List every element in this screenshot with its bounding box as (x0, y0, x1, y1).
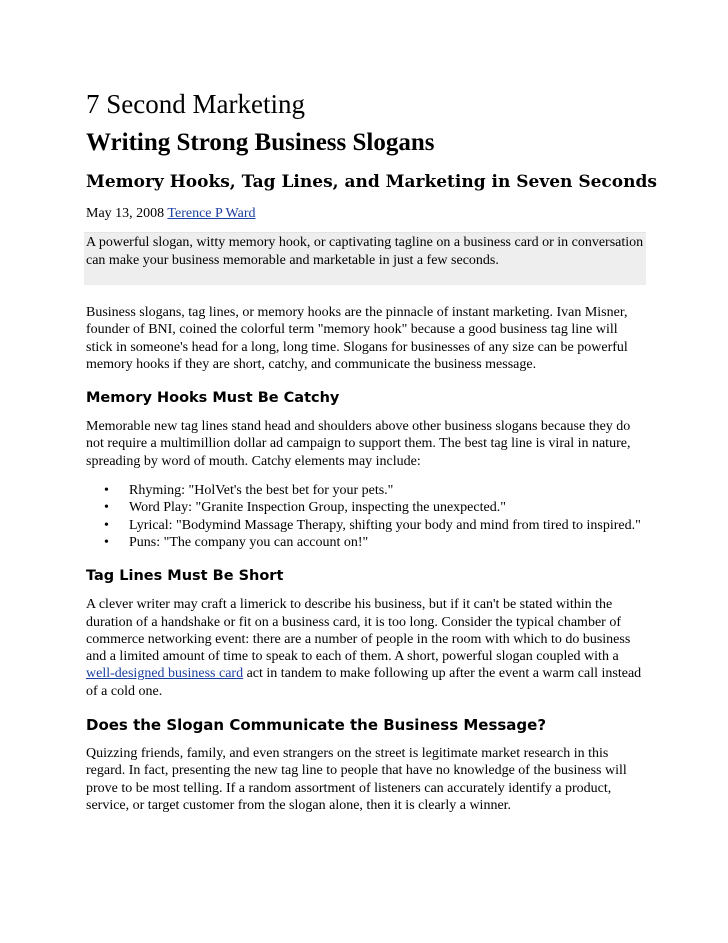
list-item: • Lyrical: "Bodymind Massage Therapy, shifting your body and mind from tired to inspired." (104, 517, 641, 533)
list-item: • Puns: "The company you can account on!" (104, 534, 369, 550)
section-heading-short: Tag Lines Must Be Short (86, 568, 284, 585)
publish-date: May 13, 2008 (86, 206, 165, 221)
business-card-link[interactable]: well-designed business card (86, 666, 244, 682)
section-heading-catchy: Memory Hooks Must Be Catchy (86, 390, 340, 407)
list-item: • Word Play: "Granite Inspection Group, inspecting the unexpected." (104, 500, 506, 516)
byline (86, 205, 646, 223)
intro-paragraph: Business slogans, tag lines, or memory hooks are the pinnacle of instant marketing. Ivan Misner, founder of BNI, coined the colorful term "memory hook" because a good business tag line will stick in someone's head for a long, long time. Slogans for businesses of any size can be powerful memory hooks if they are short, catchy, and communicate the business message. (86, 305, 628, 372)
summary-box: A powerful slogan, witty memory hook, or captivating tagline on a business card or in conversation can make your business memorable and marketable in just a few seconds. (84, 232, 646, 285)
article-deck: Memory Hooks, Tag Lines, and Marketing in Seven Seconds (86, 172, 657, 192)
page-title: 7 Second Marketing (86, 89, 305, 119)
article-subtitle: Writing Strong Business Slogans (86, 129, 435, 156)
bullet-icon: • (104, 500, 109, 516)
bullet-icon: • (104, 517, 109, 533)
bullet-icon: • (104, 483, 109, 499)
bullet-icon: • (104, 534, 109, 550)
section-catchy-paragraph: Memorable new tag lines stand head and shoulders above other business slogans because they do not require a multimillion dollar ad campaign to support them. The best tag line is viral in nature, spreading by word of mouth. Catchy elements may include: (86, 419, 631, 469)
article (86, 88, 657, 814)
section-message-paragraph: Quizzing friends, family, and even strangers on the street is legitimate market research in this regard. In fact, presenting the new tag line to people that have no knowledge of the business will prove to be most telling. If a random assortment of listeners can accurately identify a product, service, or target customer from the slogan alone, then it is clearly a winner. (86, 746, 627, 813)
author-link[interactable]: Terence P Ward (167, 206, 256, 221)
section-heading-message: Does the Slogan Communicate the Business Message? (86, 716, 547, 735)
list-item: • Rhyming: "HolVet's the best bet for your pets." (104, 483, 394, 499)
catchy-elements-list (86, 482, 646, 551)
section-short-paragraph: A clever writer may craft a limerick to describe his business, but if it can't be stated within the duration of a handshake or fit on a business card, it is too long. Consider the typical chamber of commerce networking event: there are a number of people in the room with which to do business and a limited amount of time to speak to each of them. A short, powerful slogan coupled with a well-designed business card act in tandem to make following up after the event a warm call instead of a cold one. (86, 597, 642, 699)
